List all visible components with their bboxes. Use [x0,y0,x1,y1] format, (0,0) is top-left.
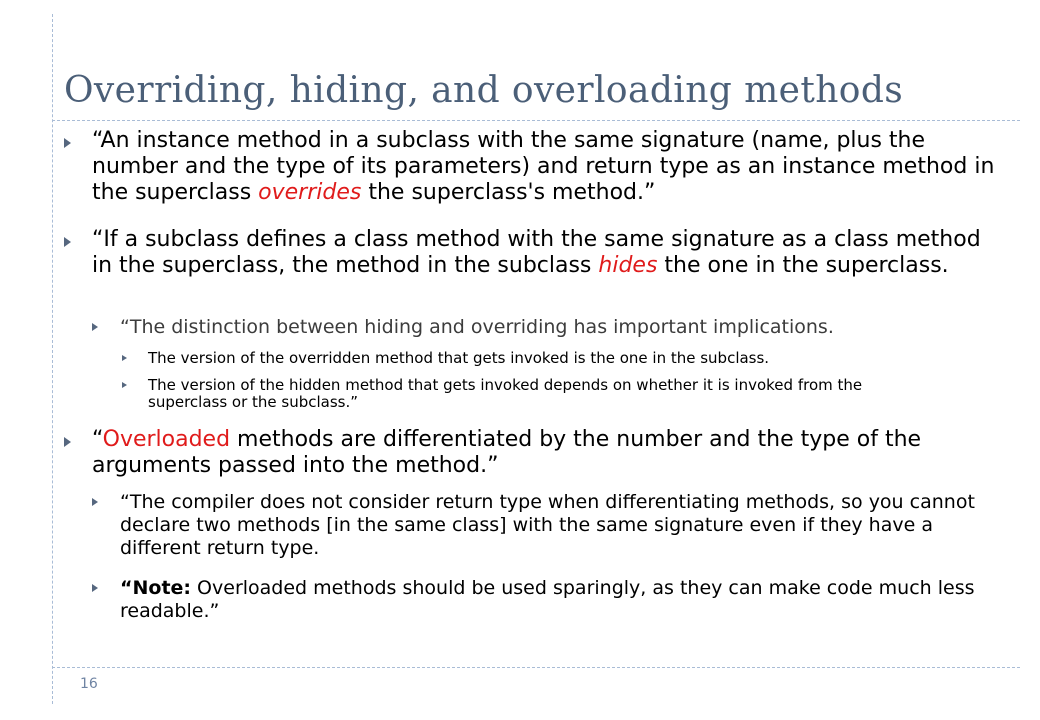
bullet-text: “If a subclass defines a class method with the same signature as a class method in the superclass, the method in the subclass [92,227,981,278]
subsubbullet-text: The version of the hidden method that gets invoked depends on whether it is invoked from the superclass or the subclass.” [148,376,863,411]
triangle-bullet-icon [122,382,127,388]
triangle-bullet-icon [64,437,71,447]
page-number: 16 [80,676,98,692]
triangle-bullet-icon [122,355,127,361]
note-label: “Note: [120,577,192,599]
emphasis-overrides: overrides [258,180,362,205]
bullet-text-end: the one in the superclass. [657,253,949,278]
triangle-bullet-icon [92,498,98,506]
slide-title: Overriding, hiding, and overloading methods [64,70,904,111]
bullet-text: methods are differentiated by the number and the type of the arguments passed into the method.” [92,427,922,478]
subbullet-text: “The distinction between hiding and overriding has important implications. [120,316,834,338]
triangle-bullet-icon [92,584,98,592]
triangle-bullet-icon [92,323,98,331]
triangle-bullet-icon [64,138,71,148]
footer-dashed-rule [52,667,1020,668]
bullet-text-start: “ [92,427,103,452]
emphasis-overloaded: Overloaded [102,427,231,452]
subbullet-text: Overloaded methods should be used sparingly, as they can make code much less readable.” [120,577,975,622]
subbullet-text: “The compiler does not consider return type when differentiating methods, so you cannot declare two methods [in the same class] with the same signature even if they have a different return type. [120,491,975,559]
triangle-bullet-icon [64,237,71,247]
left-dashed-rule [52,14,53,704]
bullet-text-end: the superclass's method.” [361,180,656,205]
title-dashed-rule [52,120,1020,121]
emphasis-hides: hides [598,253,658,278]
subsubbullet-text: The version of the overridden method that gets invoked is the one in the subclass. [148,349,770,367]
bullet-text: “An instance method in a subclass with the same signature (name, plus the number and the type of its parameters) and return type as an instance method in the superclass [92,128,995,205]
